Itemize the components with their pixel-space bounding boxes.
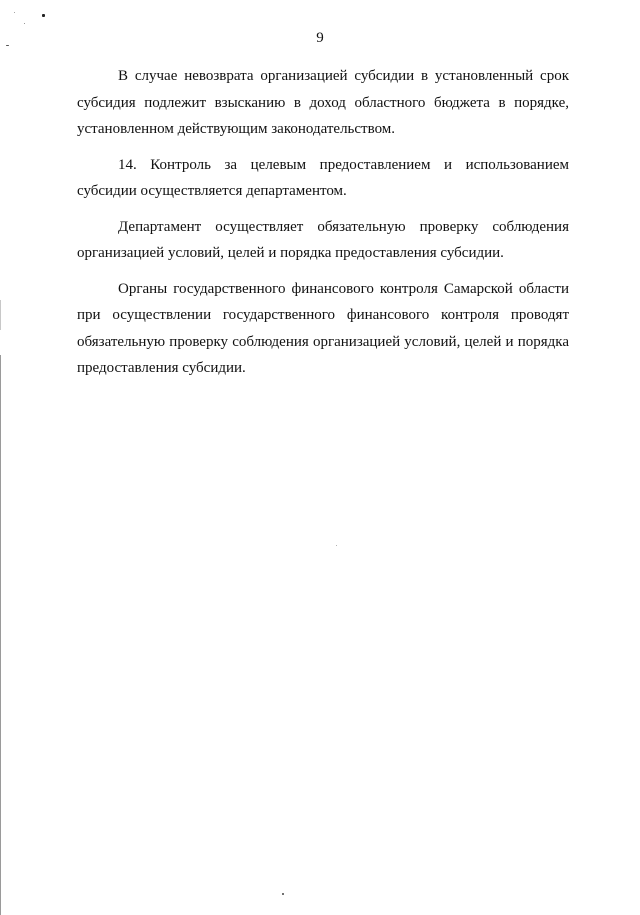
page-number: 9 [316, 30, 324, 46]
paragraph-non-return: В случае невозврата организацией субсидии в установленный срок субсидия подлежит взысканию в доход областного бюджета в порядке, установленном действующим законодательством. [77, 68, 569, 137]
document-body [77, 63, 569, 391]
paragraph-financial-control: Органы государственного финансового контроля Самарской области при осуществлении государственного финансового контроля проводят обязательную проверку соблюдения организацией условий, целей и порядка предоставления субсидии. [77, 280, 569, 376]
scan-speck [14, 12, 15, 13]
scan-edge-mark [0, 300, 1, 330]
scan-speck [24, 23, 25, 24]
paragraph-department-check: Департамент осуществляет обязательную проверку соблюдения организацией условий, целей и порядка предоставления субсидии. [77, 218, 569, 261]
paragraph-control: 14. Контроль за целевым предоставлением и использованием субсидии осуществляется департаментом. [77, 156, 569, 199]
scan-speck [282, 893, 284, 895]
scan-speck [42, 14, 45, 17]
scan-speck [336, 545, 337, 546]
scan-edge-line [0, 355, 1, 915]
